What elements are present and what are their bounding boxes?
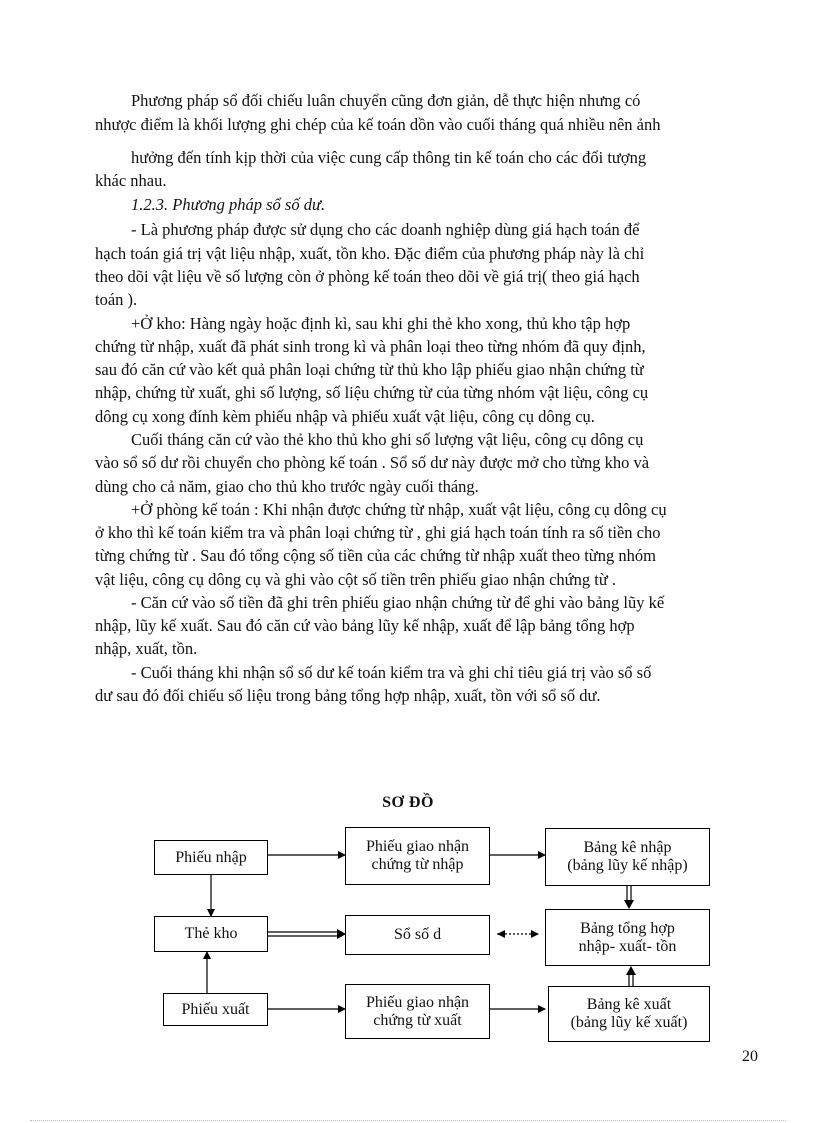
arrow-bang-ke-nhap-to-tong-hop-head xyxy=(624,900,634,909)
text-line-19: ở kho thì kế toán kiểm tra và phân loại chứng từ , ghi giá hạch toán tính ra số tiền cho xyxy=(95,523,661,542)
section-heading: 1.2.3. Phương pháp sổ số dư. xyxy=(131,195,326,214)
box-bang-ke-nhap-line1: Bảng kê nhập xyxy=(583,839,672,856)
text-line-15: Cuối tháng căn cứ vào thẻ kho thủ kho ghi số lượng vật liệu, công cụ dông cụ xyxy=(131,430,644,449)
text-line-20: từng chứng từ . Sau đó tổng cộng số tiền của các chứng từ nhập xuất theo từng nhóm xyxy=(95,546,656,565)
text-line-18: +Ở phòng kế toán : Khi nhận được chứng từ nhập, xuất vật liệu, công cụ dông cụ xyxy=(131,500,667,519)
text-line-8: theo dõi vật liệu về số lượng còn ở phòng kế toán theo dõi về giá trị( theo giá hạch xyxy=(95,267,640,286)
box-bang-ke-xuat-line2: (bảng lũy kế xuất) xyxy=(570,1014,688,1031)
text-line-10: +Ở kho: Hàng ngày hoặc định kì, sau khi ghi thẻ kho xong, thủ kho tập hợp xyxy=(131,314,631,333)
box-bang-tong-hop-line1: Bảng tổng hợp xyxy=(580,919,675,937)
box-pgn-xuat-line2: chứng từ xuất xyxy=(373,1011,462,1029)
box-bang-ke-nhap xyxy=(545,828,710,886)
box-phieu-nhap-label: Phiếu nhập xyxy=(175,848,247,866)
text-line-21: vật liệu, công cụ dông cụ và ghi vào cột số tiền trên phiếu giao nhận chứng từ . xyxy=(95,570,617,589)
arrow-so-so-du-bang-tong-hop-tail xyxy=(497,930,505,938)
text-line-24: nhập, xuất, tồn. xyxy=(95,639,198,658)
text-line-6: - Là phương pháp được sử dụng cho các doanh nghiệp dùng giá hạch toán để xyxy=(131,220,640,239)
text-line-2: nhược điểm là khối lượng ghi chép của kế toán dồn vào cuối tháng quá nhiều nên ảnh xyxy=(95,115,661,134)
text-line-11: chứng từ nhập, xuất đã phát sinh trong kì và phân loại theo từng nhóm đã quy định, xyxy=(95,337,646,356)
text-line-22: - Căn cứ vào số tiền đã ghi trên phiếu giao nhận chứng từ để ghi vào bảng lũy kế xyxy=(131,593,665,612)
text-line-17: dùng cho cả năm, giao cho thủ kho trước ngày cuối tháng. xyxy=(95,477,479,496)
box-bang-ke-xuat-line1: Bảng kê xuất xyxy=(586,996,672,1013)
text-line-26: dư sau đó đối chiếu số liệu trong bảng tổng hợp nhập, xuất, tồn với sổ số dư. xyxy=(95,686,601,705)
box-bang-ke-xuat xyxy=(548,986,710,1042)
text-line-14: dông cụ xong đính kèm phiếu nhập và phiếu xuất vật liệu, công cụ dông cụ. xyxy=(95,407,595,426)
box-so-so-du-label: Sổ số d xyxy=(393,926,442,943)
text-line-23: nhập, lũy kế xuất. Sau đó căn cứ vào bảng lũy kế nhập, xuất để lập bảng tổng hợp xyxy=(95,616,635,635)
box-so-so-du xyxy=(345,915,490,955)
text-line-13: nhập, chứng từ xuất, ghi số lượng, số liệu chứng từ của từng nhóm vật liệu, công cụ xyxy=(95,383,649,402)
text-line-7: hạch toán giá trị vật liệu nhập, xuất, tồn kho. Đặc điểm của phương pháp này là chỉ xyxy=(95,244,645,263)
box-pgn-nhap-line2: chứng từ nhập xyxy=(371,856,464,873)
text-line-1: Phương pháp sổ đối chiếu luân chuyển cũng đơn giản, dễ thực hiện nhưng có xyxy=(131,91,641,110)
box-phieu-nhap xyxy=(154,840,268,875)
box-bang-tong-hop xyxy=(545,909,710,966)
diagram-title: SƠ ĐỒ xyxy=(382,794,434,811)
text-line-16: vào sổ số dư rồi chuyển cho phòng kế toán . Sổ số dư này được mở cho từng kho và xyxy=(95,453,650,472)
box-bang-tong-hop-line2: nhập- xuất- tồn xyxy=(578,937,677,955)
text-line-3: hưởng đến tính kịp thời của việc cung cấp thông tin kế toán cho các đối tượng xyxy=(131,148,647,167)
text-line-9: toán ). xyxy=(95,290,138,309)
page-number: 20 xyxy=(742,1048,758,1065)
box-the-kho-label: Thẻ kho xyxy=(184,925,238,942)
footer-divider xyxy=(30,1120,786,1121)
box-phieu-xuat xyxy=(163,993,268,1026)
text-line-25: - Cuối tháng khi nhận sổ số dư kế toán kiểm tra và ghi chỉ tiêu giá trị vào sổ số xyxy=(131,663,652,682)
box-bang-ke-nhap-line2: (bảng lũy kế nhập) xyxy=(567,857,688,874)
box-pgn-xuat xyxy=(345,984,490,1039)
text-line-4: khác nhau. xyxy=(95,171,167,190)
arrow-bang-ke-xuat-to-tong-hop-head xyxy=(626,966,636,975)
box-phieu-xuat-label: Phiếu xuất xyxy=(181,1000,250,1018)
text-line-12: sau đó căn cứ vào kết quả phân loại chứng từ thủ kho lập phiếu giao nhận chứng từ xyxy=(95,360,644,379)
box-the-kho xyxy=(154,916,268,952)
box-pgn-nhap xyxy=(345,827,490,885)
box-pgn-xuat-line1: Phiếu giao nhận xyxy=(365,993,470,1011)
box-pgn-nhap-line1: Phiếu giao nhận xyxy=(365,838,470,855)
